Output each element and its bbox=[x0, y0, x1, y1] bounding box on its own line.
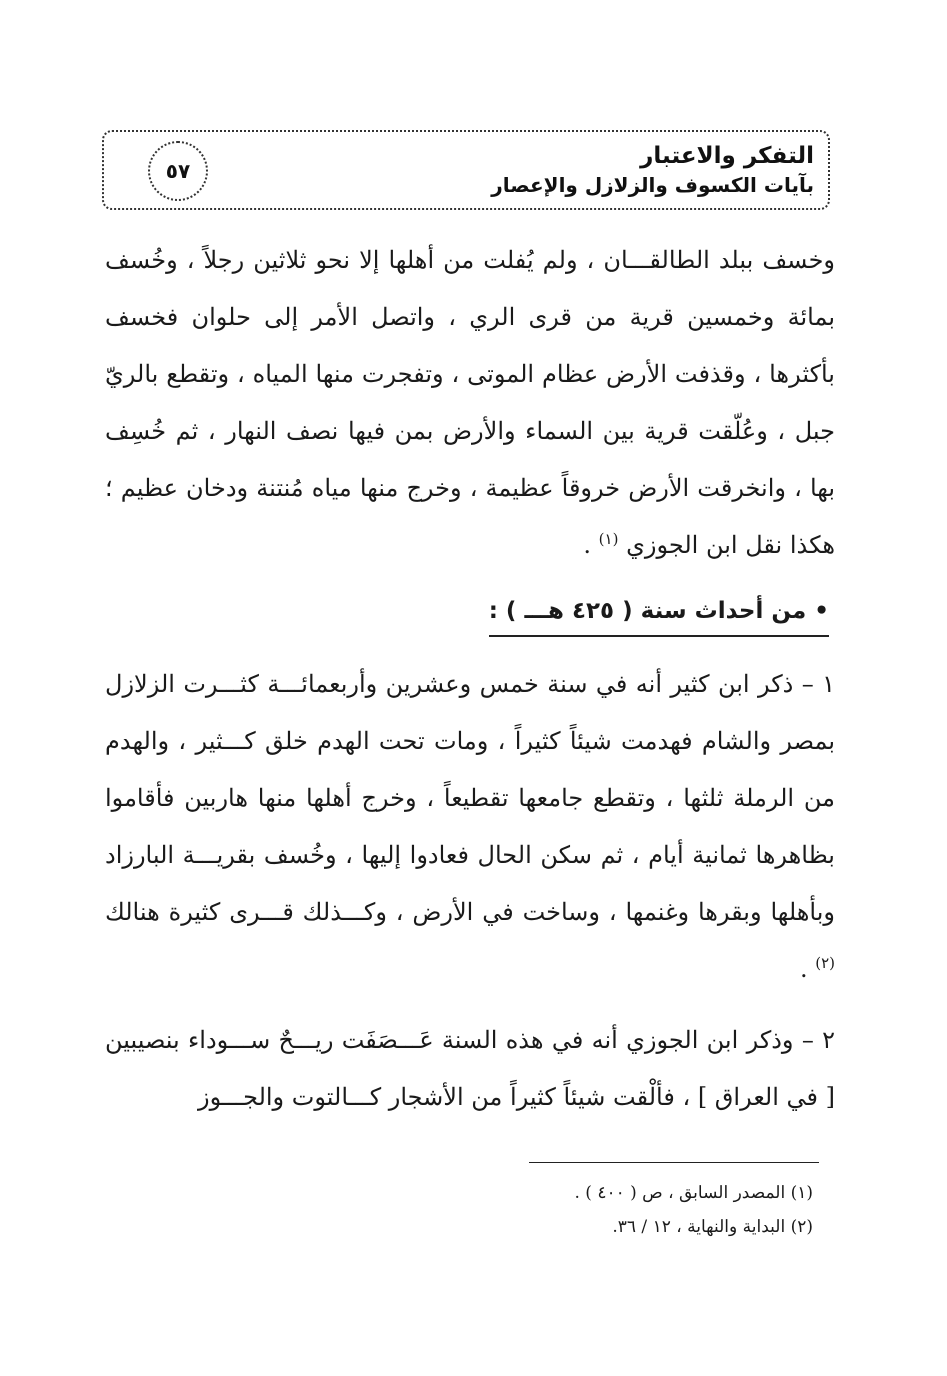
page-header bbox=[102, 130, 830, 210]
footnote-2: (٢) البداية والنهاية ، ١٢ / ٣٦. bbox=[612, 1217, 813, 1237]
footnote-divider bbox=[529, 1162, 819, 1163]
section-heading-text: من أحداث سنة ( ٤٢٥ هـــ ) : bbox=[488, 598, 807, 624]
footnote-1: (١) المصدر السابق ، ص ( ٤٠٠ ) . bbox=[574, 1183, 813, 1203]
paragraph-2-end: . bbox=[799, 955, 816, 983]
paragraph-3-text: ٢ – وذكر ابن الجوزي أنه في هذه السنة عَـــصَفَت ريـــحٌ ســـوداء بنصيبين [ في العراق ] ، فألْقت شيئاً كثيراً من الأشجار كـــالتوت والجـــوز bbox=[105, 1026, 835, 1111]
page-number: ٥٧ bbox=[148, 141, 208, 201]
bullet-icon: • bbox=[814, 598, 829, 624]
paragraph-2 bbox=[105, 656, 835, 998]
paragraph-2-text: ١ – ذكر ابن كثير أنه في سنة خمس وعشرين وأربعمائـــة كثـــرت الزلازل بمصر والشام فهدمت شيئاً كثيراً ، ومات تحت الهدم خلق كـــثير ، والهدم من الرملة ثلثها ، وتقطع جامعها تقطيعاً ، وخرج أهلها منها هاربين فأقاموا بظاهرها ثمانية أيام ، ثم سكن الحال فعادوا إليها ، وخُسف بقريـــة البارزاد وبأهلها وبقرها وغنمها ، وساخت في الأرض ، وكـــذلك قـــرى كثيرة هنالك bbox=[105, 670, 835, 926]
paragraph-3 bbox=[105, 1012, 835, 1126]
book-title: التفكر والاعتبار bbox=[640, 143, 814, 169]
header-titles bbox=[491, 142, 814, 200]
footnote-ref-1[interactable]: (١) bbox=[598, 530, 619, 548]
book-subtitle: بآيات الكسوف والزلازل والإعصار bbox=[491, 173, 814, 197]
section-heading bbox=[489, 589, 829, 637]
paragraph-1 bbox=[105, 232, 835, 574]
paragraph-1-text: وخسف ببلد الطالقـــان ، ولم يُفلت من أهلها إلا نحو ثلاثين رجلاً ، وخُسف بمائة وخمسين قرية من قرى الري ، واتصل الأمر إلى حلوان فخسف بأكثرها ، وقذفت الأرض عظام الموتى ، وتفجرت منها المياه ، وتقطع بالريّ جبل ، وعُلّقت قرية بين السماء والأرض بمن فيها نصف النهار ، ثم خُسِف بها ، وانخرقت الأرض خروقاً عظيمة ، وخرج منها مياه مُنتنة ودخان عظيم ؛ هكذا نقل ابن الجوزي bbox=[105, 246, 836, 559]
paragraph-1-end: . bbox=[583, 531, 599, 559]
footnotes bbox=[213, 1176, 813, 1244]
footnote-ref-2[interactable]: (٢) bbox=[815, 954, 835, 972]
